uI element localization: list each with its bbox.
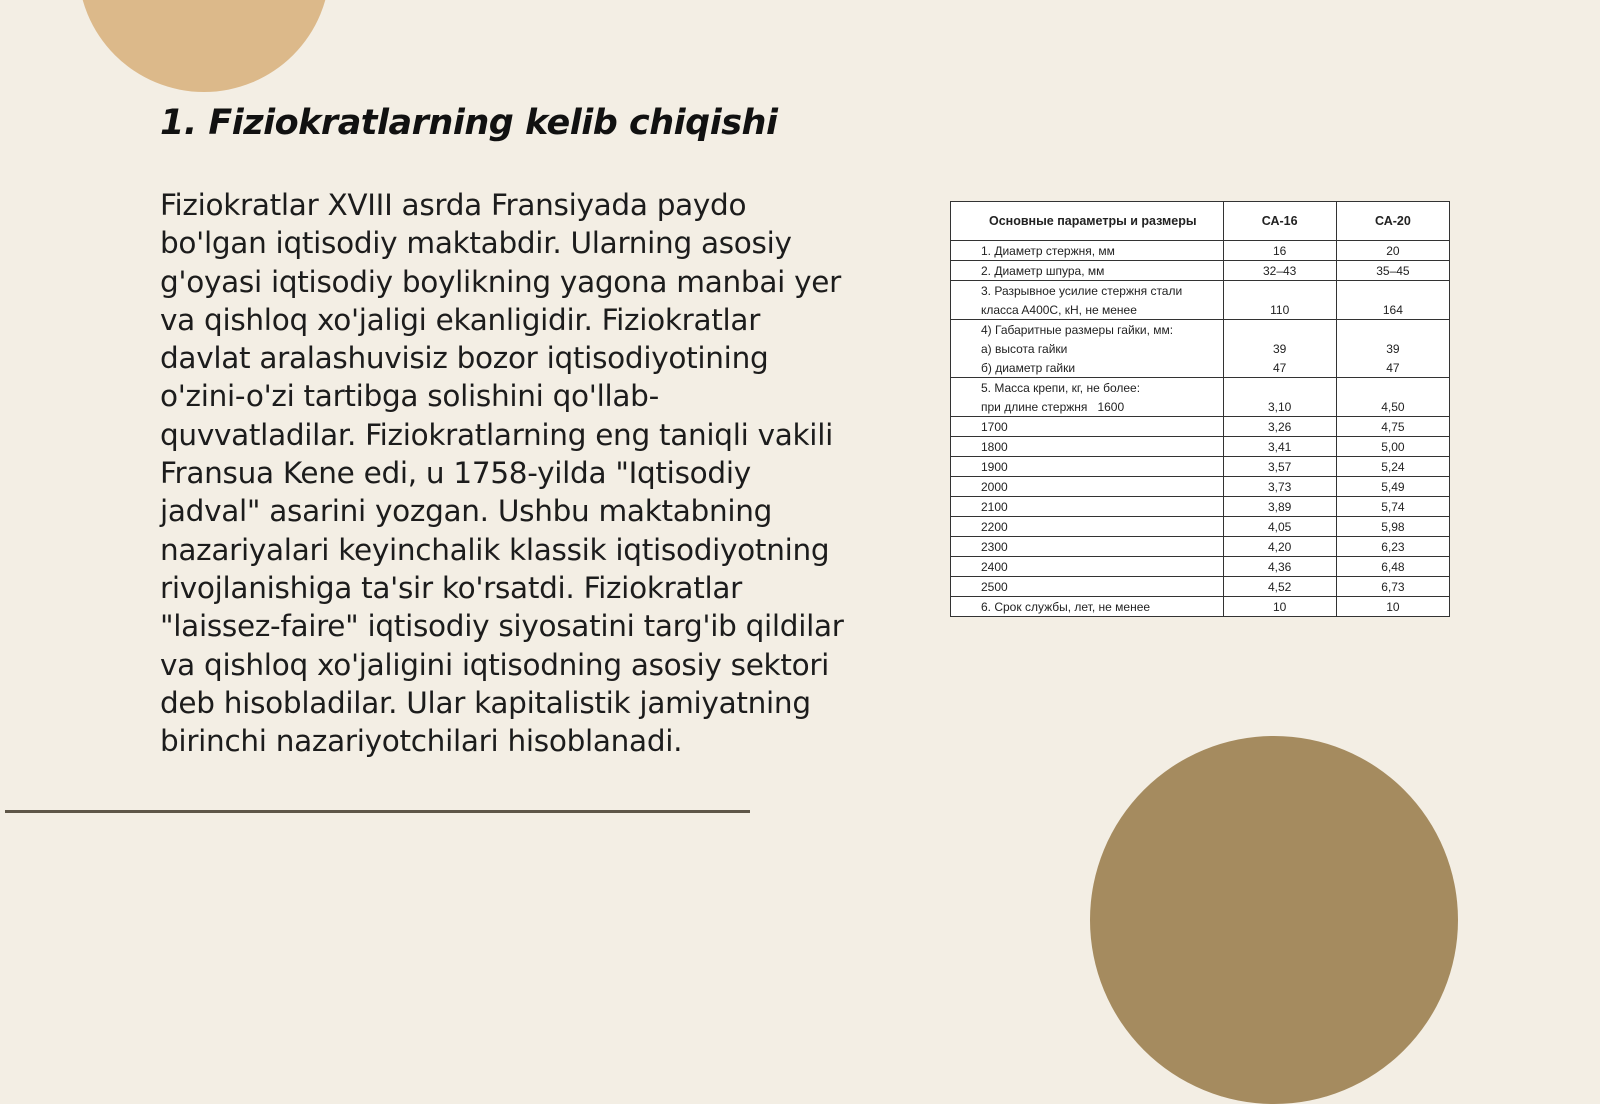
table-row — [951, 537, 1450, 557]
table-row — [951, 358, 1450, 378]
table-cell-length: 2000 — [951, 477, 1224, 497]
table-cell-ca16: 4,05 — [1223, 517, 1336, 537]
table-cell-ca20: 35–45 — [1336, 261, 1449, 281]
table-cell-ca16: 47 — [1223, 358, 1336, 378]
table-row — [951, 477, 1450, 497]
table-row — [951, 597, 1450, 617]
table-header-row — [951, 202, 1450, 241]
length-value: 1600 — [1097, 399, 1125, 414]
table-cell-ca16: 3,89 — [1223, 497, 1336, 517]
table-header-ca16: СА-16 — [1223, 202, 1336, 241]
table-cell-ca20: 164 — [1336, 300, 1449, 320]
table-row — [951, 417, 1450, 437]
table-cell-ca20: 39 — [1336, 339, 1449, 358]
table-cell-ca16: 3,57 — [1223, 457, 1336, 477]
table-cell-ca16: 3,26 — [1223, 417, 1336, 437]
table-cell-length: 1800 — [951, 437, 1224, 457]
table-cell-ca20: 6,48 — [1336, 557, 1449, 577]
table-cell-ca16: 3,41 — [1223, 437, 1336, 457]
length-prefix-label: при длине стержня — [981, 399, 1088, 414]
table-row — [951, 339, 1450, 358]
table-cell-label: классa A400C, кН, не менее — [951, 300, 1224, 320]
table-cell-label: а) высота гайки — [951, 339, 1224, 358]
table-cell-ca20: 10 — [1336, 597, 1449, 617]
table-row — [951, 241, 1450, 261]
table-cell-ca20: 6,73 — [1336, 577, 1449, 597]
table-cell-length: 2500 — [951, 577, 1224, 597]
table-cell-label: б) диаметр гайки — [951, 358, 1224, 378]
table-header-ca20: СА-20 — [1336, 202, 1449, 241]
table-row — [951, 378, 1450, 398]
decorative-circle-top — [78, 0, 330, 92]
table-cell-label: 3. Разрывное усилие стержня стали — [951, 281, 1224, 301]
table-cell-ca20: 5,00 — [1336, 437, 1449, 457]
table-cell-ca16: 110 — [1223, 300, 1336, 320]
table-cell-ca20 — [1336, 378, 1449, 398]
table-cell-length: 2300 — [951, 537, 1224, 557]
table-cell-ca20 — [1336, 320, 1449, 340]
slide-body-text: Fiziokratlar XVIII asrda Fransiyada paydo bo'lgan iqtisodiy maktabdir. Ularning asosiy g'oyasi iqtisodiy boylikning yagona manbai yer va qishloq xo'jaligi ekanligidir. Fiziokratlar davlat aralashuvisiz bozor iqtisodiyotining o'zini-o'zi tartibga solishini qo'llab-quvvatladilar. Fiziokratlarning eng taniqli vakili Fransua Kene edi, u 1758-yilda "Iqtisodiy jadval" asarini yozgan. Ushbu maktabning nazariyalari keyinchalik klassik iqtisodiyotning rivojlanishiga ta'sir ko'rsatdi. Fiziokratlar "laissez-faire" iqtisodiy siyosatini targ'ib qildilar va qishloq xo'jaligini iqtisodning asosiy sektori deb hisobladilar. Ular kapitalistik jamiyatning birinchi nazariyotchilari hisoblanadi. — [160, 188, 844, 759]
table-cell-ca20: 47 — [1336, 358, 1449, 378]
table-cell-label: 6. Срок службы, лет, не менее — [951, 597, 1224, 617]
table-row — [951, 497, 1450, 517]
table-cell-ca16: 16 — [1223, 241, 1336, 261]
table-cell-ca16: 32–43 — [1223, 261, 1336, 281]
table-cell-ca16: 4,52 — [1223, 577, 1336, 597]
table-row — [951, 557, 1450, 577]
table-row — [951, 320, 1450, 340]
table-cell-length: 1900 — [951, 457, 1224, 477]
table-cell-length: 2200 — [951, 517, 1224, 537]
table-cell-ca20: 5,24 — [1336, 457, 1449, 477]
table-cell-ca16: 10 — [1223, 597, 1336, 617]
table-cell-ca16: 3,73 — [1223, 477, 1336, 497]
table-row — [951, 397, 1450, 417]
decorative-circle-bottom — [1090, 736, 1458, 1104]
table-row — [951, 457, 1450, 477]
table-cell-ca20: 4,50 — [1336, 397, 1449, 417]
table-cell-ca16 — [1223, 378, 1336, 398]
slide-title: 1. Fiziokratlarning kelib chiqishi — [160, 103, 778, 143]
table-cell-ca16: 3,10 — [1223, 397, 1336, 417]
table-cell-label: 4) Габаритные размеры гайки, мм: — [951, 320, 1224, 340]
table-cell-ca16 — [1223, 281, 1336, 301]
table-cell-length: 2100 — [951, 497, 1224, 517]
table-cell-length: 1700 — [951, 417, 1224, 437]
table-row — [951, 300, 1450, 320]
table-row — [951, 261, 1450, 281]
table-cell-ca16: 39 — [1223, 339, 1336, 358]
table-cell-ca16: 4,36 — [1223, 557, 1336, 577]
table-header-parameters: Основные параметры и размеры — [951, 202, 1224, 241]
table-cell-ca20: 5,74 — [1336, 497, 1449, 517]
table-row — [951, 517, 1450, 537]
table-row — [951, 577, 1450, 597]
table-cell-ca16: 4,20 — [1223, 537, 1336, 557]
table-cell-ca20: 6,23 — [1336, 537, 1449, 557]
table-cell-ca16 — [1223, 320, 1336, 340]
table-cell-ca20: 4,75 — [1336, 417, 1449, 437]
specification-table — [950, 201, 1450, 617]
table-cell-ca20: 5,98 — [1336, 517, 1449, 537]
table-row — [951, 281, 1450, 301]
table-cell-length: 2400 — [951, 557, 1224, 577]
table-row — [951, 437, 1450, 457]
table-cell-label: 1. Диаметр стержня, мм — [951, 241, 1224, 261]
table-cell-label: 2. Диаметр шпура, мм — [951, 261, 1224, 281]
table-cell-ca20: 5,49 — [1336, 477, 1449, 497]
table-cell-label — [951, 397, 1224, 417]
table-cell-ca20 — [1336, 281, 1449, 301]
divider-line — [5, 810, 750, 813]
table-cell-label: 5. Масса крепи, кг, не более: — [951, 378, 1224, 398]
table-cell-ca20: 20 — [1336, 241, 1449, 261]
